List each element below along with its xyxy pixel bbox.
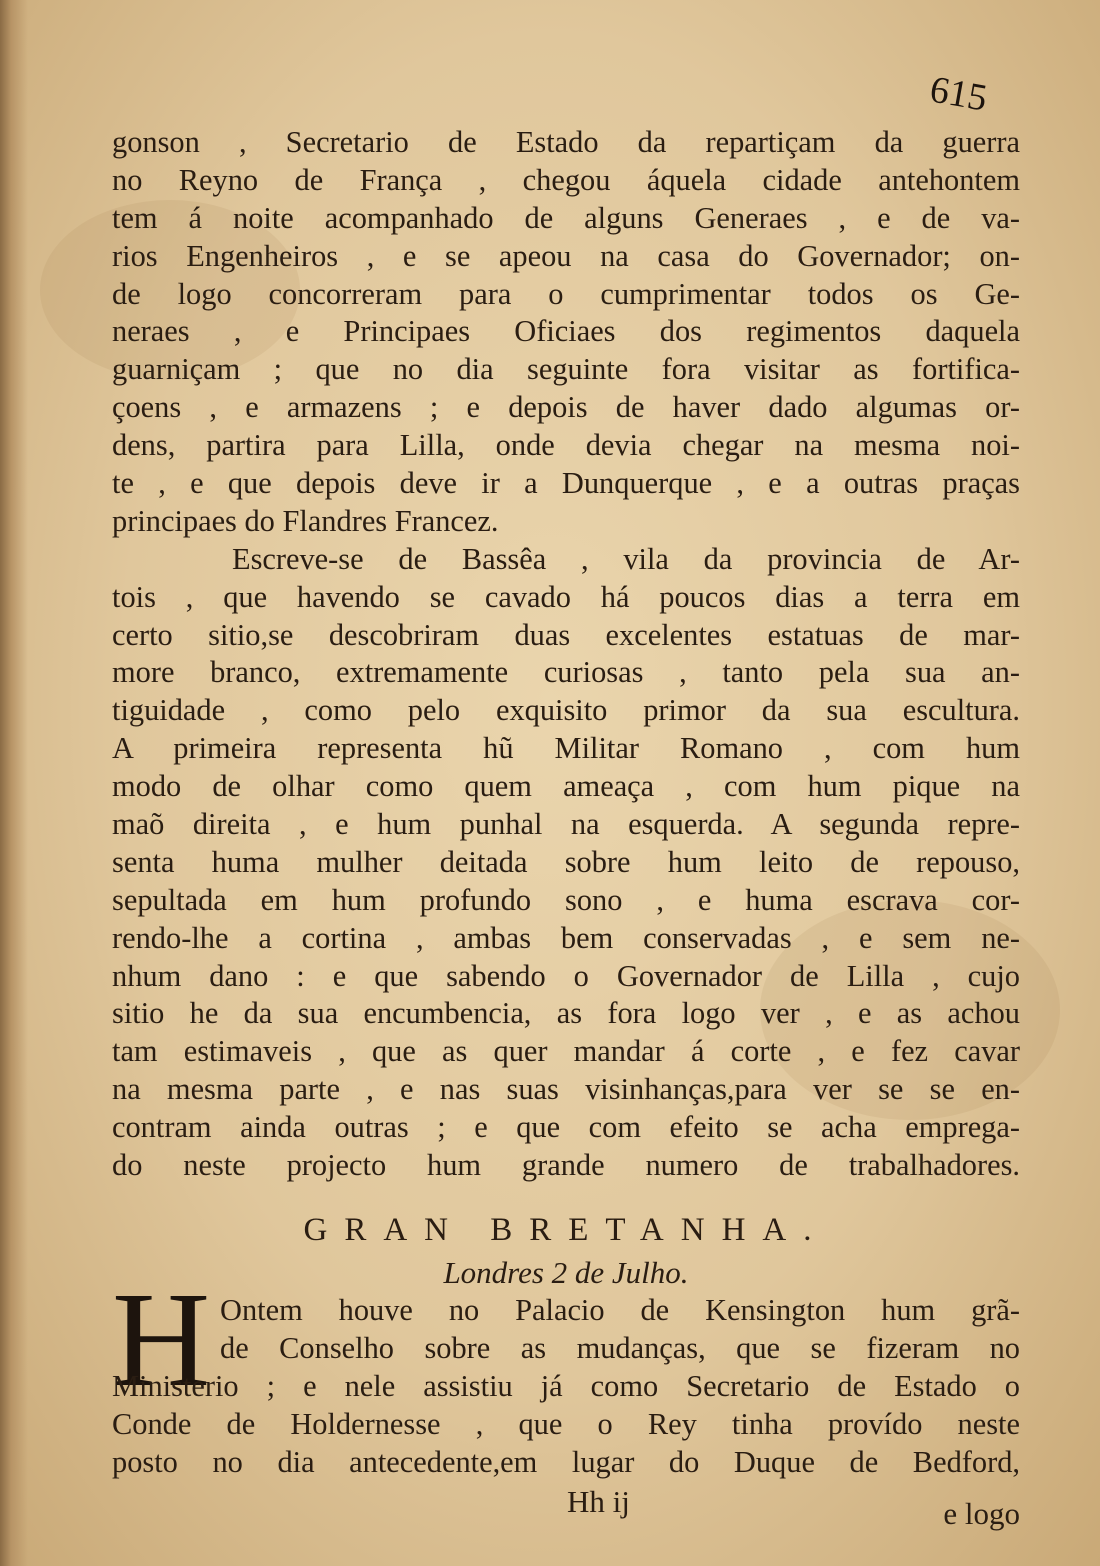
text-line: A primeira representa hũ Militar Romano , com hum [112,731,1020,766]
main-text [112,124,1020,1185]
text-line: neraes , e Principaes Oficiaes dos regimentos daquela [112,314,1020,349]
text-line: senta huma mulher deitada sobre hum leito de repouso, [112,844,1020,879]
text-line: Ministerio ; e nele assistiu já como Secretario de Estado o [112,1368,1020,1403]
text-line: rendo-lhe a cortina , ambas bem conservadas , e sem ne- [112,920,1020,955]
text-line: contram ainda outras ; e que com efeito se acha emprega- [112,1110,1020,1145]
text-line: maõ direita , e hum punhal na esquerda. A segunda repre- [112,807,1020,842]
text-line: Ontem houve no Palacio de Kensington hum grã- [220,1293,1020,1327]
dateline: Londres 2 de Julho. [443,1255,689,1290]
text-line: Escreve-se de Bassêa , vila da provincia de Ar- [232,541,1020,576]
text-line: guarniçam ; que no dia seguinte fora visitar as fortifica- [112,352,1020,387]
text-line: de Conselho sobre as mudanças, que se fizeram no [220,1330,1020,1365]
gutter-shadow [0,0,28,1566]
text-line: sepultada em hum profundo sono , e huma escrava cor- [112,882,1020,917]
section-heading: GRAN BRETANHA. [303,1212,829,1248]
text-line: na mesma parte , e nas suas visinhanças,para ver se se en- [112,1072,1020,1107]
text-line: tiguidade , como pelo exquisito primor da sua escultura. [112,693,1020,728]
text-line: tem á noite acompanhado de alguns Generaes , e de va- [112,200,1020,235]
text-line: do neste projecto hum grande numero de trabalhadores. [112,1148,1020,1183]
drop-cap: H [112,1265,211,1415]
text-line: de logo concorreram para o cumprimentar todos os Ge- [112,276,1020,311]
paragraph-1 [112,124,1020,541]
text-line: gonson , Secretario de Estado da repartiçam da guerra [112,125,1020,159]
text-line: principaes do Flandres Francez. [112,503,499,538]
text-line: tam estimaveis , que as quer mandar á corte , e fez cavar [112,1034,1020,1069]
text-line: more branco, extremamente curiosas , tanto pela sua an- [112,655,1020,690]
text-line: sitio he da sua encumbencia, as fora logo ver , e as achou [112,996,1020,1031]
text-line: tois , que havendo se cavado há poucos dias a terra em [112,579,1020,614]
paragraph-3 [112,1292,1020,1481]
text-line: certo sitio,se descobriram duas excelentes estatuas de mar- [112,617,1020,652]
text-line: dens, partira para Lilla, onde devia chegar na mesma noi- [112,428,1020,463]
text-line: modo de olhar como quem ameaça , com hum pique na [112,769,1020,804]
catchword: e logo [943,1496,1020,1531]
paragraph-2 [112,541,1020,1185]
text-line: posto no dia antecedente,em lugar do Duque de Bedford, [112,1444,1020,1479]
signature-mark: Hh ij [567,1484,630,1519]
text-line: çoens , e armazens ; e depois de haver dado algumas or- [112,390,1020,425]
text-line: no Reyno de França , chegou áquela cidade antehontem [112,162,1020,197]
text-line: Conde de Holdernesse , que o Rey tinha provído neste [112,1406,1020,1441]
text-line: te , e que depois deve ir a Dunquerque , e a outras praças [112,466,1020,501]
page-number: 615 [926,68,991,120]
text-line: rios Engenheiros , e se apeou na casa do Governador; on- [112,238,1020,273]
text-line: nhum dano : e que sabendo o Governador de Lilla , cujo [112,958,1020,993]
